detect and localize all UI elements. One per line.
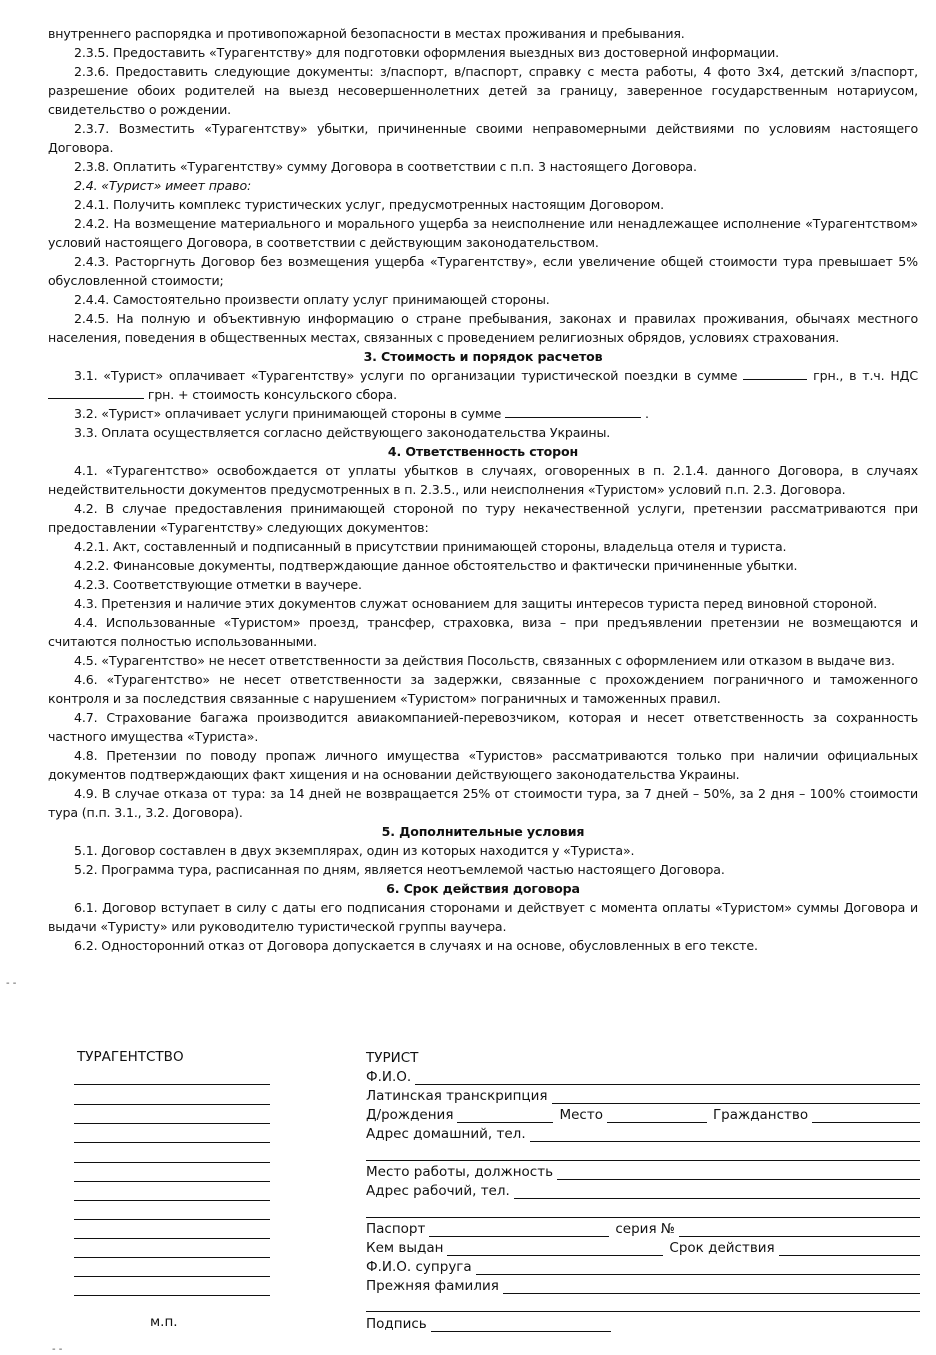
scan-mark: - - — [52, 1344, 63, 1355]
clause-paragraph — [48, 366, 918, 404]
work-address-field[interactable] — [514, 1184, 920, 1199]
section-heading: 5. Дополнительные условия — [381, 824, 585, 839]
clause-text: . — [645, 406, 649, 421]
fio-label: Ф.И.О. — [366, 1069, 412, 1085]
clause-paragraph: 4.1. «Турагентство» освобождается от уплаты убытков в случаях, оговоренных в п. 2.1.4. данного Договора, в случаях недействительности документов предусмотренных в п. 2.3.5., или неисполнения «Туристом» условий п.п. 2.3. Договора. — [48, 463, 918, 497]
agency-line — [74, 1142, 270, 1143]
clause-text: грн., — [813, 368, 844, 383]
host-amount-field[interactable] — [505, 404, 641, 418]
agency-line — [74, 1238, 270, 1239]
clause-paragraph: 4.2.3. Соответствующие отметки в ваучере. — [74, 577, 362, 592]
clause-paragraph: 4.7. Страхование багажа производится авиакомпанией-перевозчиком, которая и несет ответственность за сохранность частного имущества «Туриста». — [48, 710, 918, 744]
issued-label: Кем выдан — [366, 1240, 444, 1256]
clause-paragraph: 2.4.3. Расторгнуть Договор без возмещения ущерба «Турагентству», если увеличение общей стоимости тура превышает 5% обусловленной стоимости; — [48, 254, 918, 288]
agency-line — [74, 1123, 270, 1124]
dob-label: Д/рождения — [366, 1107, 454, 1123]
agency-line — [74, 1104, 270, 1105]
clause-text: 3.2. «Турист» оплачивает услуги принимающей стороны в сумме — [74, 406, 502, 421]
clause-paragraph: 5.1. Договор составлен в двух экземплярах, один из которых находится у «Туриста». — [74, 843, 635, 858]
clause-paragraph: 5.2. Программа тура, расписанная по дням, является неотъемлемой частью настоящего Договора. — [74, 862, 725, 877]
clause-paragraph: 6.2. Односторонний отказ от Договора допускается в случаях и на основе, обусловленных в его тексте. — [74, 938, 758, 953]
signature-label: Подпись — [366, 1316, 427, 1332]
amount-field[interactable] — [743, 366, 807, 380]
agency-line — [74, 1257, 270, 1258]
tourist-title: ТУРИСТ — [366, 1050, 419, 1066]
fio-field[interactable] — [415, 1070, 920, 1085]
citizenship-field[interactable] — [812, 1108, 920, 1123]
clause-paragraph: 2.4.1. Получить комплекс туристических услуг, предусмотренных настоящим Договором. — [74, 197, 664, 212]
section-heading: 6. Срок действия договора — [386, 881, 580, 896]
contract-text — [48, 24, 918, 955]
clause-paragraph: 2.3.8. Оплатить «Турагентству» сумму Договора в соответствии с п.п. 3 настоящего Договора. — [74, 159, 697, 174]
agency-line — [74, 1084, 270, 1085]
clause-paragraph: 4.8. Претензии по поводу пропаж личного имущества «Туристов» рассматриваются только при наличии официальных документов подтверждающих факт хищения и на основании действующего законодательства Украины. — [48, 748, 918, 782]
clause-paragraph: 4.2.1. Акт, составленный и подписанный в присутствии принимающей стороны, владельца отеля и туриста. — [74, 539, 787, 554]
clause-paragraph: 2.3.5. Предоставить «Турагентству» для подготовки оформления выездных виз достоверной информации. — [74, 45, 780, 60]
signature-field[interactable] — [431, 1317, 611, 1332]
clause-text: 3.1. «Турист» оплачивает «Турагентству» услуги по организации туристической поездки в сумме — [74, 368, 738, 383]
clause-paragraph: 2.4.2. На возмещение материального и морального ущерба за неисполнение или ненадлежащее исполнение «Турагентством» условий настоящего Договора, в соответствии с действующим законодательством. — [48, 216, 918, 250]
clause-paragraph: 4.9. В случае отказа от тура: за 14 дней не возвращается 25% от стоимости тура, за 7 дней – 50%, за 2 дня – 100% стоимости тура (п.п. 3.1., 3.2. Договора). — [48, 786, 918, 820]
vat-field[interactable] — [48, 385, 144, 399]
latin-label: Латинская транскрипция — [366, 1088, 548, 1104]
spouse-label: Ф.И.О. супруга — [366, 1259, 472, 1275]
agency-line — [74, 1295, 270, 1296]
scan-mark: - - — [6, 978, 17, 989]
section-heading: 4. Ответственность сторон — [387, 444, 579, 459]
clause-paragraph: 4.2.2. Финансовые документы, подтверждающие данное обстоятельство и фактически причиненные убытки. — [74, 558, 798, 573]
section-heading: 3. Стоимость и порядок расчетов — [363, 349, 603, 364]
clause-paragraph: внутреннего распорядка и противопожарной безопасности в местах проживания и пребывания. — [48, 26, 685, 41]
clause-text: в т.ч. НДС — [849, 368, 918, 383]
clause-paragraph: 4.2. В случае предоставления принимающей стороной по туру некачественной услуги, претензии рассматриваются при предоставлении «Турагентству» следующих документов: — [48, 501, 918, 535]
latin-field[interactable] — [552, 1089, 920, 1104]
clause-paragraph: 3.3. Оплата осуществляется согласно действующего законодательства Украины. — [74, 425, 611, 440]
stamp-label: м.п. — [150, 1314, 178, 1330]
passport-field[interactable] — [429, 1222, 609, 1237]
work-field[interactable] — [557, 1165, 920, 1180]
home-address-label: Адрес домашний, тел. — [366, 1126, 526, 1142]
agency-line — [74, 1181, 270, 1182]
clause-paragraph: 4.6. «Турагентство» не несет ответственности за задержки, связанные с прохождением пограничного и таможенного контроля и за последствия связанные с нарушением «Туристом» пограничных и таможенных правил. — [48, 672, 918, 706]
dob-field[interactable] — [457, 1108, 553, 1123]
clause-paragraph: 6.1. Договор вступает в силу с даты его подписания сторонами и действует с момента оплаты «Туристом» суммы Договора и выдачи «Туристу» или руководителю туристической группы ваучера. — [48, 900, 918, 934]
series-field[interactable] — [679, 1222, 920, 1237]
place-label: Место — [559, 1107, 603, 1123]
citizenship-label: Гражданство — [712, 1107, 809, 1123]
clause-paragraph: 2.4.4. Самостоятельно произвести оплату услуг принимающей стороны. — [74, 292, 550, 307]
clause-text: грн. + стоимость консульского сбора. — [147, 387, 397, 402]
agency-line — [74, 1162, 270, 1163]
validity-label: Срок действия — [669, 1240, 775, 1256]
maiden-name-field[interactable] — [503, 1279, 920, 1294]
spouse-field[interactable] — [476, 1260, 920, 1275]
agency-line — [74, 1276, 270, 1277]
place-field[interactable] — [607, 1108, 707, 1123]
agency-line — [74, 1219, 270, 1220]
issued-field[interactable] — [447, 1241, 663, 1256]
clause-paragraph: 4.3. Претензия и наличие этих документов служат основанием для защиты интересов туриста перед виновной стороной. — [74, 596, 878, 611]
passport-label: Паспорт — [366, 1221, 426, 1237]
clause-paragraph: 2.3.6. Предоставить следующие документы: з/паспорт, в/паспорт, справку с места работы, 4 фото 3х4, детский з/паспорт, разрешение обоих родителей на выезд несовершеннолетних детей за границу, заверенное государственным нотариусом, свидетельство о рождении. — [48, 64, 918, 117]
home-address-field[interactable] — [530, 1127, 920, 1142]
clause-paragraph: 2.4.5. На полную и объективную информацию о стране пребывания, законах и правилах проживания, обычаях местного населения, поведения в общественных местах, связанных с проведением религиозных обрядов, условиях страхования. — [48, 311, 918, 345]
clause-paragraph — [48, 404, 918, 423]
clause-paragraph: 2.3.7. Возместить «Турагентству» убытки, причиненные своими неправомерными действиями по условиям настоящего Договора. — [48, 121, 918, 155]
clause-paragraph: 4.5. «Турагентство» не несет ответственности за действия Посольств, связанных с оформлением или отказом в выдаче виз. — [74, 653, 895, 668]
work-label: Место работы, должность — [366, 1164, 554, 1180]
work-address-label: Адрес рабочий, тел. — [366, 1183, 510, 1199]
agency-line — [74, 1200, 270, 1201]
maiden-name-label: Прежняя фамилия — [366, 1278, 499, 1294]
clause-paragraph: 2.4. «Турист» имеет право: — [74, 178, 252, 193]
validity-field[interactable] — [779, 1241, 920, 1256]
clause-paragraph: 4.4. Использованные «Туристом» проезд, трансфер, страховка, виза – при предъявлении претензии не возмещаются и считаются полностью использованными. — [48, 615, 918, 649]
agency-title: ТУРАГЕНТСТВО — [77, 1049, 184, 1065]
series-label: серия № — [615, 1221, 675, 1237]
